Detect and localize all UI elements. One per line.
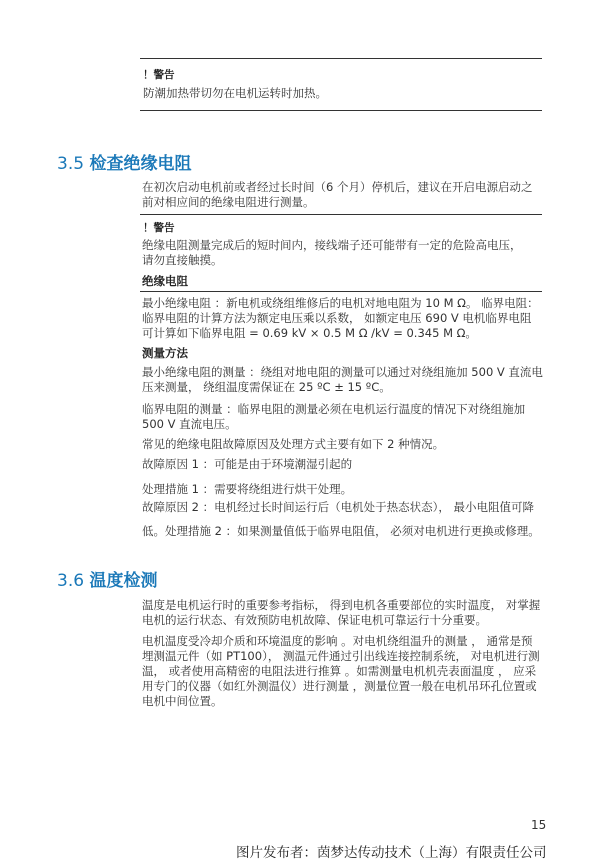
warning-title: ！警告 bbox=[143, 222, 175, 234]
warning-bottom-divider bbox=[140, 110, 542, 111]
section-number: 3.5 bbox=[57, 154, 85, 174]
method-paragraph: 常见的绝缘电阻故障原因及处理方式主要有如下 2 种情况。 bbox=[142, 437, 445, 451]
method-paragraph: 临界电阻的测量 ：临界电阻的测量必须在电机运行温度的情况下对绕组施加 500 V 直流电压。 bbox=[142, 402, 526, 431]
page-number: 15 bbox=[531, 818, 547, 832]
subheading-insulation: 绝缘电阻 bbox=[142, 274, 188, 288]
method-paragraph: 最小绝缘电阻的测量 ：绕组对地电阻的测量可以通过对绕组施加 500 V 直流电 压来测量， 绕组温度需保证在 25 ºC ± 15 ºC。 bbox=[142, 365, 543, 394]
warning-top-divider bbox=[140, 214, 542, 215]
method-paragraph: 故障原因 1 ：可能是由于环境潮湿引起的 bbox=[142, 457, 353, 471]
publisher-footer: 图片发布者：茵梦达传动技术（上海）有限责任公司 bbox=[236, 845, 547, 861]
method-paragraph: 处理措施 1 ：需要将绕组进行烘干处理。 bbox=[142, 482, 353, 496]
section-title: 检查绝缘电阻 bbox=[89, 154, 192, 174]
method-paragraph: 低。处理措施 2 ：如果测量值低于临界电阻值， 必须对电机进行更换或修理。 bbox=[142, 524, 540, 538]
section-number: 3.6 bbox=[57, 571, 85, 591]
temperature-paragraph: 温度是电机运行时的重要参考指标， 得到电机各重要部位的实时温度， 对掌握 电机的运行状态、有效预防电机故障、保证电机可靠运行十分重要。 bbox=[142, 598, 541, 627]
method-paragraph: 故障原因 2 ：电机经过长时间运行后（电机处于热态状态）， 最小电阻值可降 bbox=[142, 500, 535, 514]
section-heading-3-5 bbox=[57, 149, 191, 174]
warning-title: ！警告 bbox=[143, 69, 175, 81]
section-intro: 在初次启动电机前或者经过长时间（6 个月）停机后，建议在开启电源启动之 前对相应间的绝缘电阻进行测量。 bbox=[142, 180, 533, 209]
warning-text: 绝缘电阻测量完成后的短时间内，接线端子还可能带有一定的危险高电压， 请勿直接触摸。 bbox=[142, 238, 522, 267]
insulation-text: 最小绝缘电阻 ：新电机或绕组维修后的电机对地电阻为 10 M Ω。 临界电阻： 临界电阻的计算方法为额定电压乘以系数， 如额定电压 690 V 电机临界电阻 可计算如下临界电阻 = 0.69 kV × 0.5 M Ω /kV = 0.345 M Ω。 bbox=[142, 296, 539, 340]
top-divider bbox=[140, 58, 542, 59]
subheading-method: 测量方法 bbox=[142, 346, 188, 360]
section-title: 温度检测 bbox=[89, 571, 158, 591]
temperature-paragraph: 电机温度受冷却介质和环境温度的影响 。对电机绕组温升的测量 ， 通常是预 埋测温元件（如 PT100）， 测温元件通过引出线连接控制系统， 对电机进行测 温， 或者使用高精密的电阻法进行推算 。如需测量电机机壳表面温度 ， 应采 用专门的仪器（如红外测温仪）进行测量 ，测量位置一般在电机吊环孔位置或 电机中间位置。 bbox=[142, 634, 540, 708]
subheading-divider bbox=[140, 291, 542, 292]
warning-text: 防潮加热带切勿在电机运转时加热。 bbox=[143, 86, 327, 100]
section-heading-3-6 bbox=[57, 566, 157, 591]
